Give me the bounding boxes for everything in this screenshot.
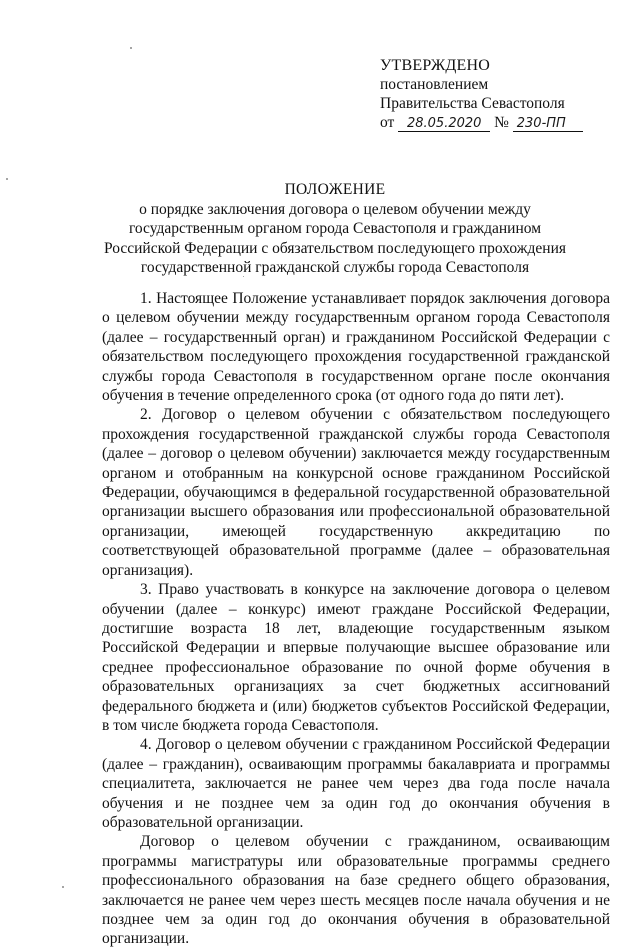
approval-date-line [380, 113, 620, 132]
handwritten-number: 230-ПП [513, 116, 583, 132]
number-prefix: № [494, 114, 509, 131]
date-prefix: от [380, 114, 395, 131]
paragraph-5: Договор о целевом обучении с гражданином, осваивающим программы магистратуры или образовательные программы среднего профессионального образования на базе среднего общего образования, заключается не ранее чем через шесть месяцев после начала обучения и не позднее чем за один год до окончания обучения в образовательной организации. [102, 833, 610, 948]
approval-heading: УТВЕРЖДЕНО [380, 57, 491, 74]
paragraph-3: 3. Право участвовать в конкурсе на заключение договора о целевом обучении (далее – конкурс) имеют граждане Российской Федерации, достигшие возраста 18 лет, владеющие государственным языком Российской Федерации и впервые получающие высшее образование или среднее профессиональное образование по очной форме обучения в образовательных организациях за счет бюджетных ассигнований федерального бюджета и (или) бюджетов субъектов Российской Федерации, в том числе бюджета города Севастополя. [102, 581, 610, 734]
title-subtitle-line: Российской Федерации с обязательством последующего прохождения [103, 239, 566, 257]
document-title [100, 180, 570, 278]
title-subtitle-line: государственным органом города Севастополя и гражданином [128, 220, 542, 237]
title-main: ПОЛОЖЕНИЕ [284, 181, 386, 198]
paragraph-1: 1. Настоящее Положение устанавливает порядок заключения договора о целевом обучении между государственным органом города Севастополя (далее – государственный орган) и гражданином Российской Федерации с обязательством последующего прохождения государственной гражданской службы города Севастополя в государственном органе после окончания обучения в течение определенного срока (от одного года до пяти лет). [102, 290, 610, 405]
scan-speck [130, 47, 132, 49]
approval-line-2: Правительства Севастополя [380, 95, 565, 112]
handwritten-date: 28.05.2020 [398, 116, 490, 132]
approval-block [380, 56, 620, 132]
paragraph-4: 4. Договор о целевом обучении с гражданином Российской Федерации (далее – гражданин), осваивающим программы бакалавриата и программы специалитета, заключается не ранее чем через два года после начала обучения и не позднее чем за один год до окончания обучения в образовательной организации. [102, 736, 610, 831]
document-body [102, 289, 610, 949]
approval-line-1: постановлением [380, 76, 489, 93]
scan-speck [62, 886, 64, 888]
paragraph-2: 2. Договор о целевом обучении с обязательством последующего прохождения государственной гражданской службы города Севастополя (далее – договор о целевом обучении) заключается между государственным органом и отобранным на конкурсной основе гражданином Российской Федерации, обучающимся в федеральной государственной образовательной организации высшего образования или профессиональной образовательной организации, имеющей государственную аккредитацию по соответствующей образовательной программе (далее – образовательная организация). [102, 406, 610, 579]
title-subtitle-line: государственной гражданской службы города Севастополя [140, 259, 530, 276]
title-subtitle-line: о порядке заключения договора о целевом обучении между [139, 200, 531, 218]
scan-speck [6, 178, 8, 180]
